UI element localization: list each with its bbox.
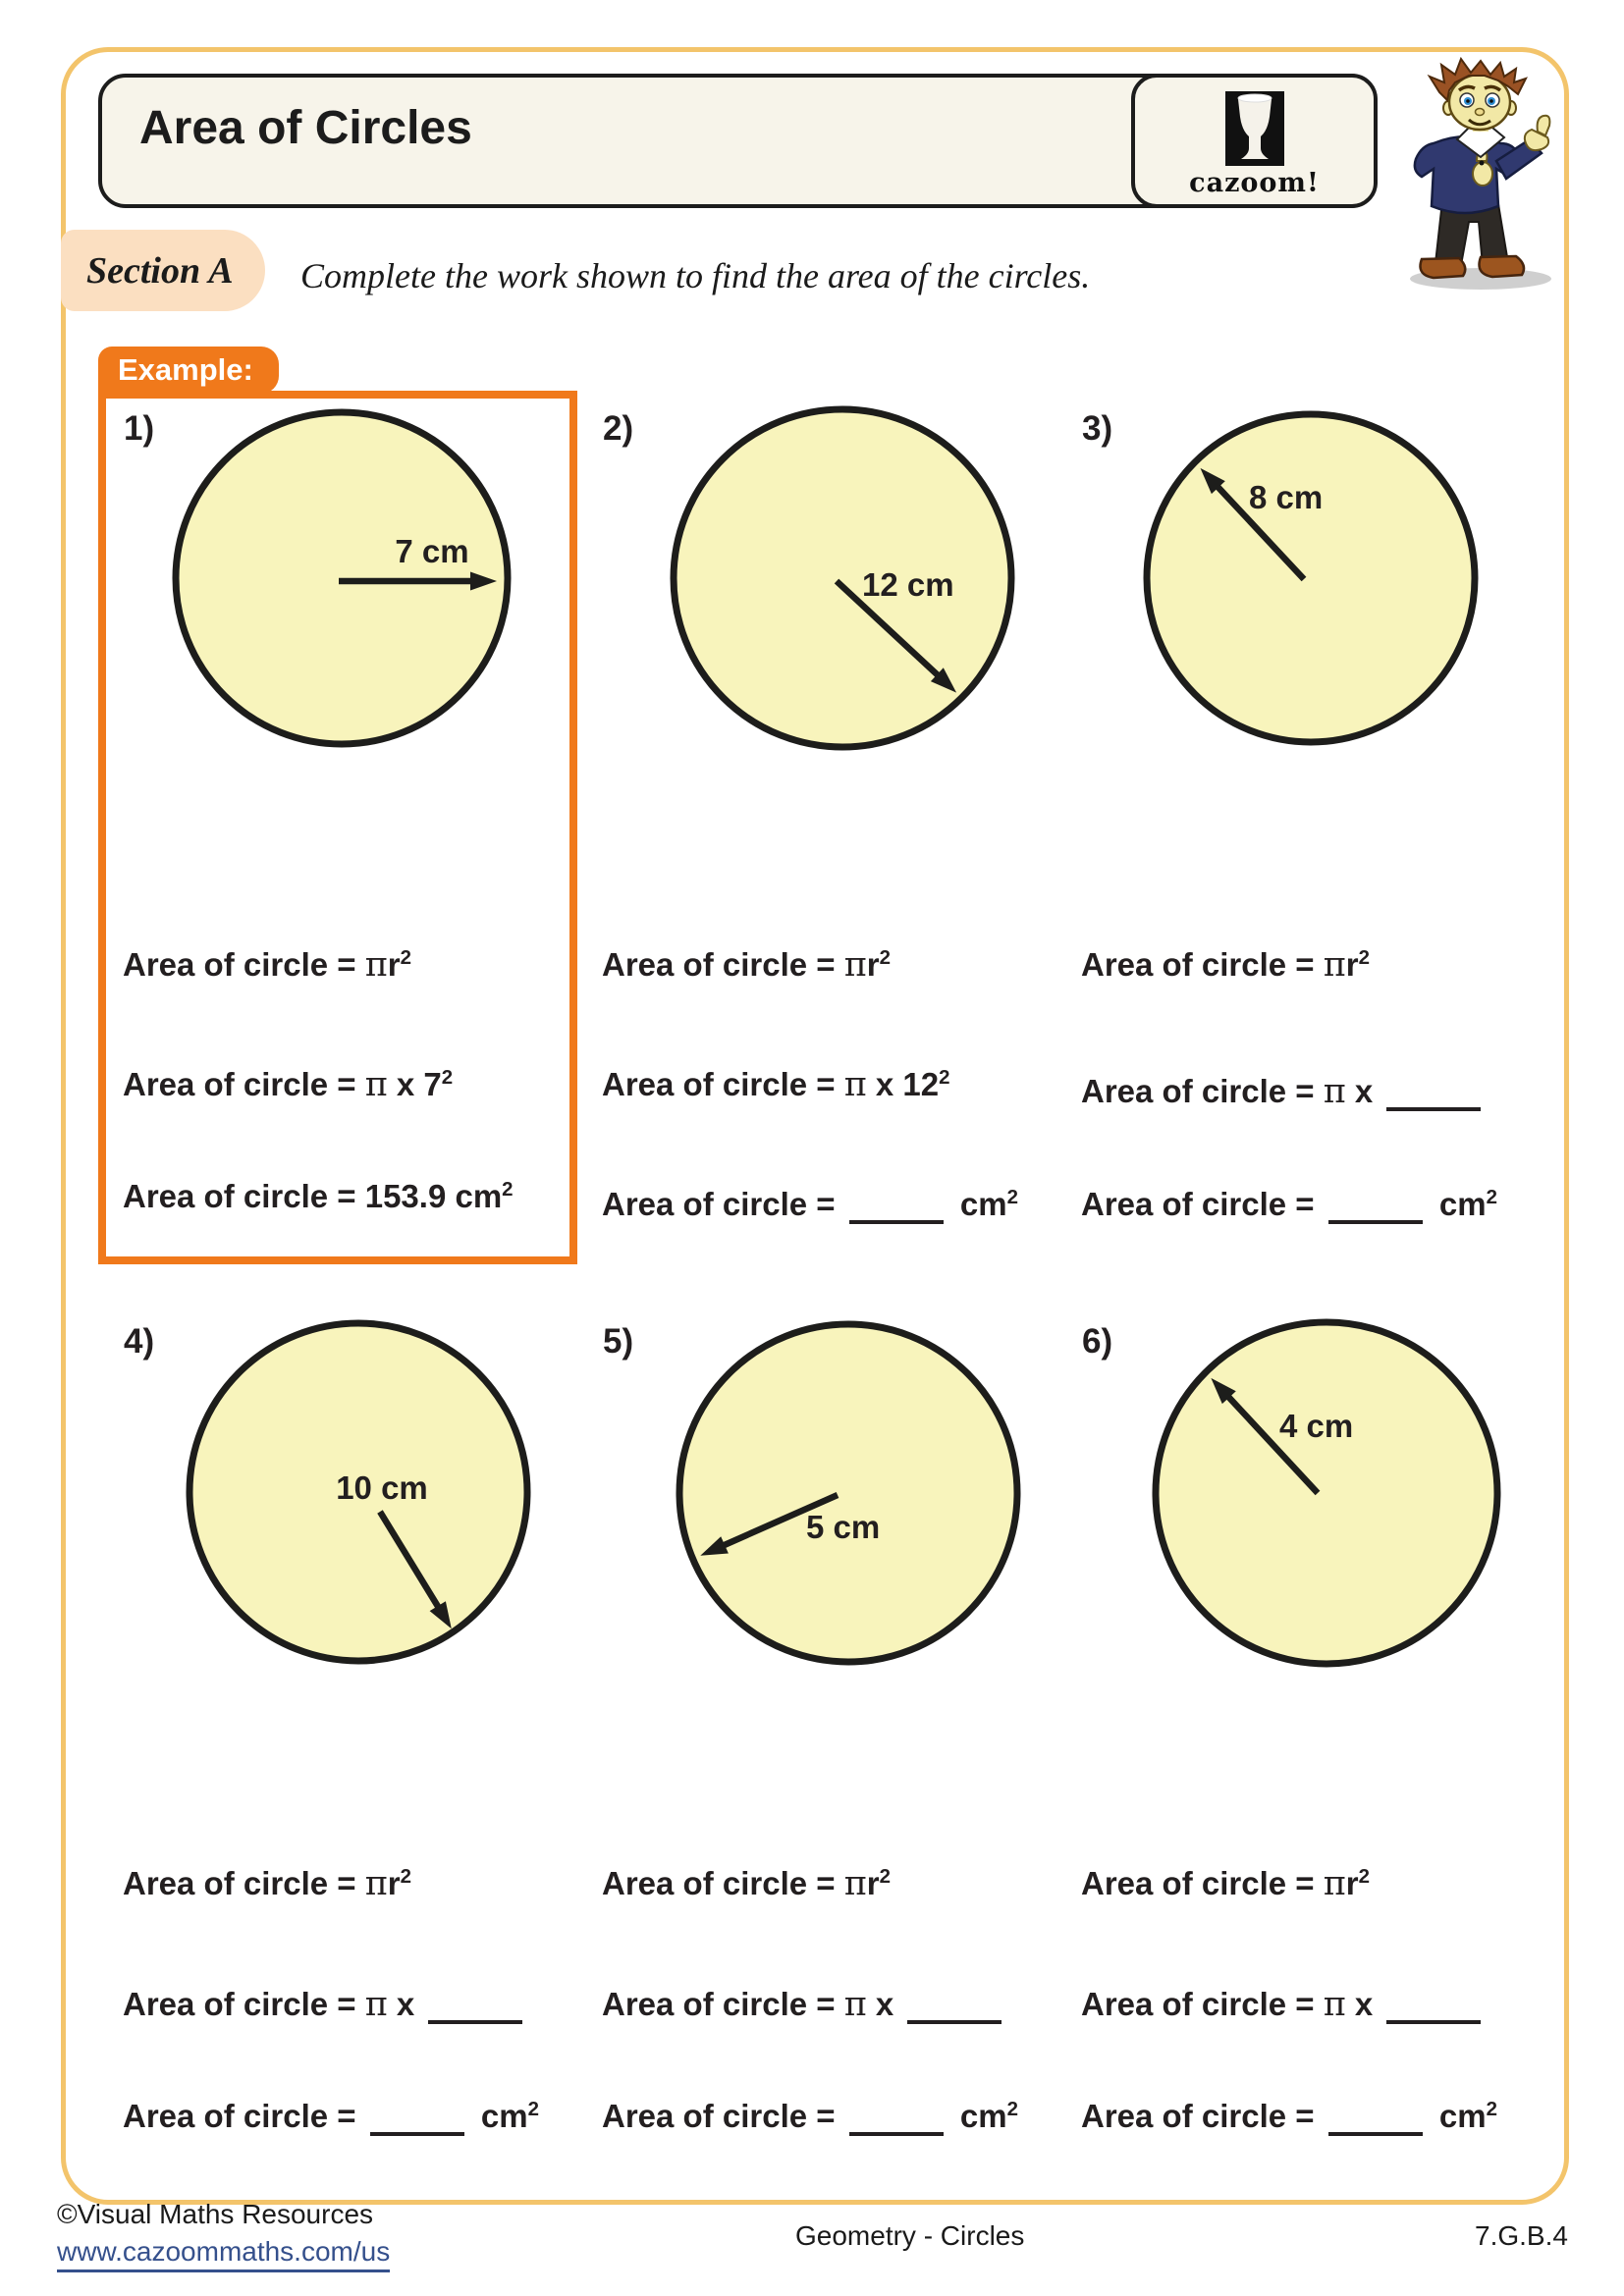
superscript: 2: [1006, 1186, 1018, 1208]
pi-symbol: π: [364, 945, 388, 985]
footer-standard-code: 7.G.B.4: [1475, 2220, 1568, 2251]
circle-figure: [1068, 398, 1547, 769]
work-line-p6-l3: Area of circle = $cm^2$: [1081, 2098, 1497, 2134]
example-tab: Example:: [98, 347, 279, 394]
work-line-p1-l3: Area of circle = 153.9 $cm^2$: [123, 1178, 514, 1214]
superscript: 2: [1006, 2098, 1018, 2120]
superscript: 2: [879, 946, 891, 969]
pi-symbol: π: [843, 1065, 867, 1104]
work-line-p5-l3: Area of circle = $cm^2$: [602, 2098, 1018, 2134]
problem-number: 5): [603, 1322, 634, 1361]
pi-symbol: π: [364, 1065, 388, 1104]
work-line-p4-l1: Area of circle = $\pi r^2$: [123, 1864, 411, 1903]
work-line-p5-l2: Area of circle = π x: [602, 1978, 1009, 2024]
pi-symbol: π: [364, 1864, 388, 1903]
problem-cell-6: [1068, 1310, 1547, 1682]
section-a-pill: [61, 230, 265, 311]
djembe-drum-icon: [1225, 91, 1284, 166]
work-line-p2-l1: Area of circle = $\pi r^2$: [602, 945, 891, 985]
radius-label: 12 cm: [862, 566, 954, 603]
problem-number: 2): [603, 409, 634, 448]
superscript: 2: [527, 2098, 539, 2120]
circle-figure: [110, 1310, 589, 1682]
work-line-p6-l2: Area of circle = π x: [1081, 1978, 1489, 2024]
problem-cell-3: [1068, 398, 1547, 769]
work-line-p1-l2: Area of circle = π x $7^2$: [123, 1065, 454, 1104]
superscript: 2: [1486, 2098, 1497, 2120]
footer-copyright: ©Visual Maths Resources: [57, 2199, 374, 2229]
blank-field: [370, 2099, 464, 2136]
problem-number: 6): [1082, 1322, 1113, 1361]
work-line-p5-l1: Area of circle = $\pi r^2$: [602, 1864, 891, 1903]
work-line-p3-l2: Area of circle = π x: [1081, 1065, 1489, 1111]
work-line-p6-l1: Area of circle = $\pi r^2$: [1081, 1864, 1370, 1903]
boy-thumbs-up-mascot: [1382, 57, 1579, 293]
radius-label: 7 cm: [395, 533, 469, 569]
problem-number: 3): [1082, 409, 1113, 448]
blank-field: [1328, 1187, 1423, 1224]
blank-field: [849, 1187, 944, 1224]
problem-number: 4): [124, 1322, 155, 1361]
pi-symbol: π: [1323, 945, 1346, 985]
superscript: 2: [1486, 1186, 1497, 1208]
blank-field: [1328, 2099, 1423, 2136]
work-line-p3-l3: Area of circle = $cm^2$: [1081, 1186, 1497, 1222]
work-line-p4-l3: Area of circle = $cm^2$: [123, 2098, 539, 2134]
pi-symbol: π: [1323, 1864, 1346, 1903]
pi-symbol: π: [843, 945, 867, 985]
blank-field: [1386, 1987, 1481, 2024]
superscript: 2: [879, 1865, 891, 1888]
superscript: 2: [1358, 1865, 1370, 1888]
blank-field: [907, 1987, 1001, 2024]
blank-field: [1386, 1074, 1481, 1111]
logo-wordmark: cazoom!: [1189, 168, 1320, 198]
radius-label: 5 cm: [806, 1509, 881, 1545]
work-line-p3-l1: Area of circle = $\pi r^2$: [1081, 945, 1370, 985]
work-line-p2-l2: Area of circle = π x $12^2$: [602, 1065, 950, 1104]
superscript: 2: [400, 946, 411, 969]
problem-number: 1): [124, 409, 155, 448]
superscript: 2: [400, 1865, 411, 1888]
pi-symbol: π: [364, 1985, 388, 2024]
circle-figure: [589, 398, 1068, 769]
superscript: 2: [502, 1178, 514, 1201]
pi-symbol: π: [1323, 1072, 1346, 1111]
work-line-p1-l1: Area of circle = $\pi r^2$: [123, 945, 411, 985]
circle-figure: [1068, 1310, 1547, 1682]
pi-symbol: π: [1323, 1985, 1346, 2024]
problem-cell-2: [589, 398, 1068, 769]
circle-figure: [589, 1310, 1068, 1682]
superscript: 2: [939, 1066, 950, 1089]
blank-field: [428, 1987, 522, 2024]
problem-cell-4: [110, 1310, 589, 1682]
work-line-p4-l2: Area of circle = π x: [123, 1978, 530, 2024]
blank-field: [849, 2099, 944, 2136]
page-title: Area of Circles: [139, 102, 472, 154]
problem-cell-1: [110, 398, 589, 769]
problem-cell-5: [589, 1310, 1068, 1682]
section-instruction: Complete the work shown to find the area of the circles.: [300, 256, 1091, 295]
footer-url-link[interactable]: www.cazoommaths.com/us: [57, 2236, 390, 2272]
cazoom-logo-badge: [1131, 74, 1378, 208]
radius-label: 10 cm: [336, 1469, 428, 1506]
section-label: Section A: [86, 249, 234, 292]
superscript: 2: [441, 1066, 454, 1089]
work-line-p2-l3: Area of circle = $cm^2$: [602, 1186, 1018, 1222]
radius-label: 8 cm: [1249, 479, 1324, 515]
superscript: 2: [1358, 946, 1370, 969]
circle-figure: [110, 398, 589, 769]
pi-symbol: π: [843, 1864, 867, 1903]
footer-category: Geometry - Circles: [795, 2220, 1025, 2251]
radius-label: 4 cm: [1279, 1408, 1354, 1444]
pi-symbol: π: [843, 1985, 867, 2024]
